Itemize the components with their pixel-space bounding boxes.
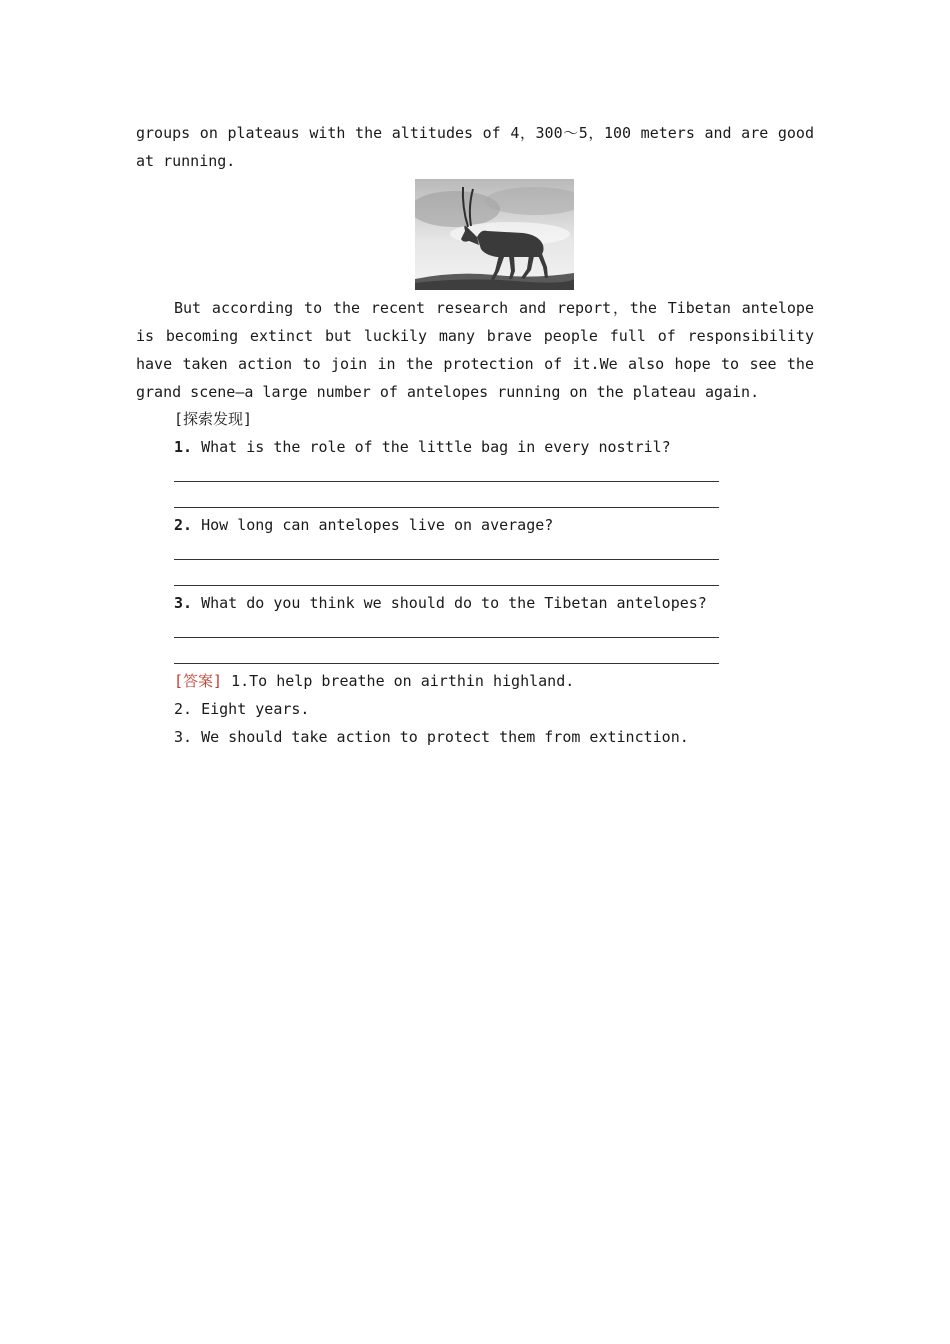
section-label: [探索发现] xyxy=(174,410,253,428)
question-number: 1. xyxy=(174,438,193,456)
question-number: 3. xyxy=(174,594,193,612)
answer-2: 2. Eight years. xyxy=(174,700,310,718)
answer-line[interactable] xyxy=(174,663,719,664)
answer-line[interactable] xyxy=(174,637,719,638)
question-2 xyxy=(174,511,852,539)
answer-line[interactable] xyxy=(174,481,719,482)
question-text: How long can antelopes live on average? xyxy=(201,516,554,534)
answer-label: [答案] xyxy=(174,672,223,690)
paragraph-extinction: But according to the recent research and report，the Tibetan antelope is becoming extinct but luckily many brave people full of responsibility have taken action to join in the protection of it.We also hope to see the grand scene—a large number of antelopes running on the plateau again. xyxy=(136,299,814,401)
paragraph-intro-continued: groups on plateaus with the altitudes of 4，300～5，100 meters and are good at running. xyxy=(136,124,814,170)
question-3 xyxy=(174,589,852,617)
question-1 xyxy=(174,433,852,461)
question-number: 2. xyxy=(174,516,193,534)
answer-text: 1.To help breathe on airthin highland. xyxy=(231,672,575,690)
question-text: What is the role of the little bag in every nostril? xyxy=(201,438,671,456)
answer-1 xyxy=(174,667,852,695)
antelope-photo xyxy=(415,179,574,290)
question-text: What do you think we should do to the Tibetan antelopes? xyxy=(201,594,707,612)
answer-line[interactable] xyxy=(174,559,719,560)
answer-line[interactable] xyxy=(174,507,719,508)
answer-line[interactable] xyxy=(174,585,719,586)
answer-3: 3. We should take action to protect them from extinction. xyxy=(174,728,689,746)
